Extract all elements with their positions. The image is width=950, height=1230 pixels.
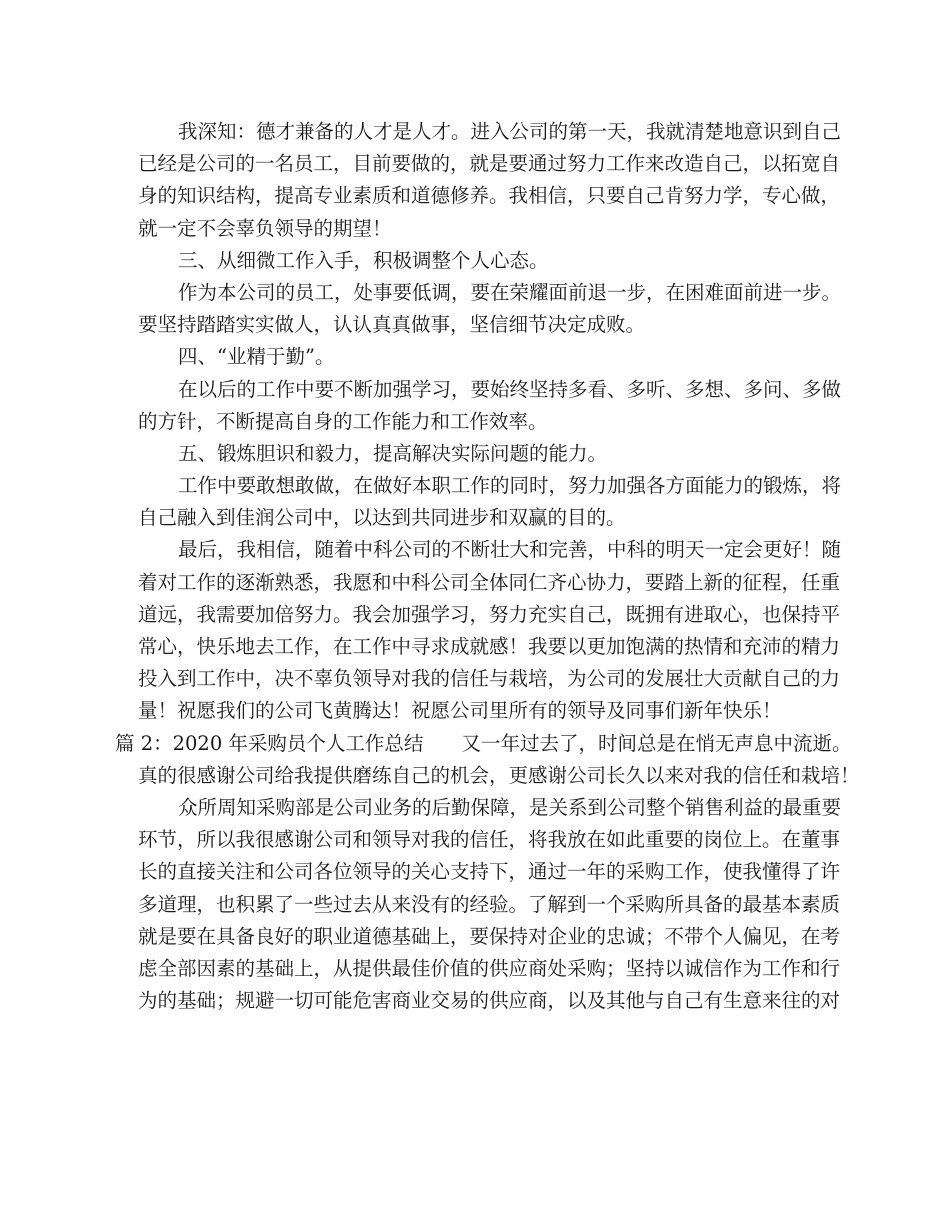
section-heading: 四、“业精于勤”。 (178, 345, 335, 369)
text-line: 环节，所以我很感谢公司和领导对我的信任，将我放在如此重要的岗位上。在董事 (138, 828, 841, 852)
text-line: 就是要在具备良好的职业道德基础上，要保持对企业的忠诚；不带个人偏见，在考 (138, 924, 841, 948)
text-line: 的方针，不断提高自身的工作能力和工作效率。 (138, 409, 548, 433)
text-line: 自己融入到佳润公司中，以达到共同进步和双赢的目的。 (138, 506, 626, 530)
text-line: 为的基础；规避一切可能危害商业交易的供应商，以及其他与自己有生意来往的对 (138, 989, 841, 1013)
text-line: 量！祝愿我们的公司飞黄腾达！祝愿公司里所有的领导及同事们新年快乐！ (138, 699, 782, 723)
text-line: 要坚持踏踏实实做人，认认真真做事，坚信细节决定成败。 (138, 313, 646, 337)
text-line: 长的直接关注和公司各位领导的关心支持下，通过一年的采购工作，使我懂得了许 (138, 860, 841, 884)
text-line: 身的知识结构，提高专业素质和道德修养。我相信，只要自己肯努力学，专心做， (138, 184, 841, 208)
text-line: 在以后的工作中要不断加强学习，要始终坚持多看、多听、多想、多问、多做 (178, 377, 842, 401)
text-line: 又一年过去了，时间总是在悄无声息中流逝。 (461, 731, 852, 755)
article-title: 篇 2：2020 年采购员个人工作总结 (115, 731, 424, 755)
document-body (115, 116, 860, 1017)
text-line: 真的很感谢公司给我提供磨练自己的机会，更感谢公司长久以来对我的信任和栽培！ (138, 763, 860, 787)
text-line: 投入到工作中，决不辜负领导对我的信任与栽培，为公司的发展壮大贡献自己的力 (138, 667, 841, 691)
text-line: 常心，快乐地去工作，在工作中寻求成就感！我要以更加饱满的热情和充沛的精力 (138, 635, 841, 658)
article-heading-line (115, 728, 852, 760)
text-line: 工作中要敢想敢做，在做好本职工作的同时，努力加强各方面能力的锻炼，将 (178, 474, 842, 498)
text-line: 已经是公司的一名员工，目前要做的，就是要通过努力工作来改造自己，以拓宽自 (138, 152, 841, 176)
text-line: 就一定不会辜负领导的期望！ (138, 216, 392, 240)
text-line: 多道理，也积累了一些过去从来没有的经验。了解到一个采购所具备的最基本素质 (138, 892, 841, 916)
text-line: 最后，我相信，随着中科公司的不断壮大和完善，中科的明天一定会更好！随 (178, 538, 842, 562)
text-line: 道远，我需要加倍努力。我会加强学习，努力充实自己，既拥有进取心，也保持平 (138, 602, 841, 626)
section-heading: 五、锻炼胆识和毅力，提高解决实际问题的能力。 (178, 441, 608, 465)
section-heading: 三、从细微工作入手，积极调整个人心态。 (178, 248, 549, 272)
text-line: 我深知：德才兼备的人才是人才。进入公司的第一天，我就清楚地意识到自己 (178, 120, 842, 143)
text-line: 着对工作的逐渐熟悉，我愿和中科公司全体同仁齐心协力，要踏上新的征程，任重 (138, 570, 841, 594)
text-line: 众所周知采购部是公司业务的后勤保障，是关系到公司整个销售利益的最重要 (178, 795, 842, 819)
text-line: 虑全部因素的基础上，从提供最佳价值的供应商处采购；坚持以诚信作为工作和行 (138, 956, 841, 980)
text-line: 作为本公司的员工，处事要低调，要在荣耀面前退一步，在困难面前进一步。 (178, 280, 842, 304)
